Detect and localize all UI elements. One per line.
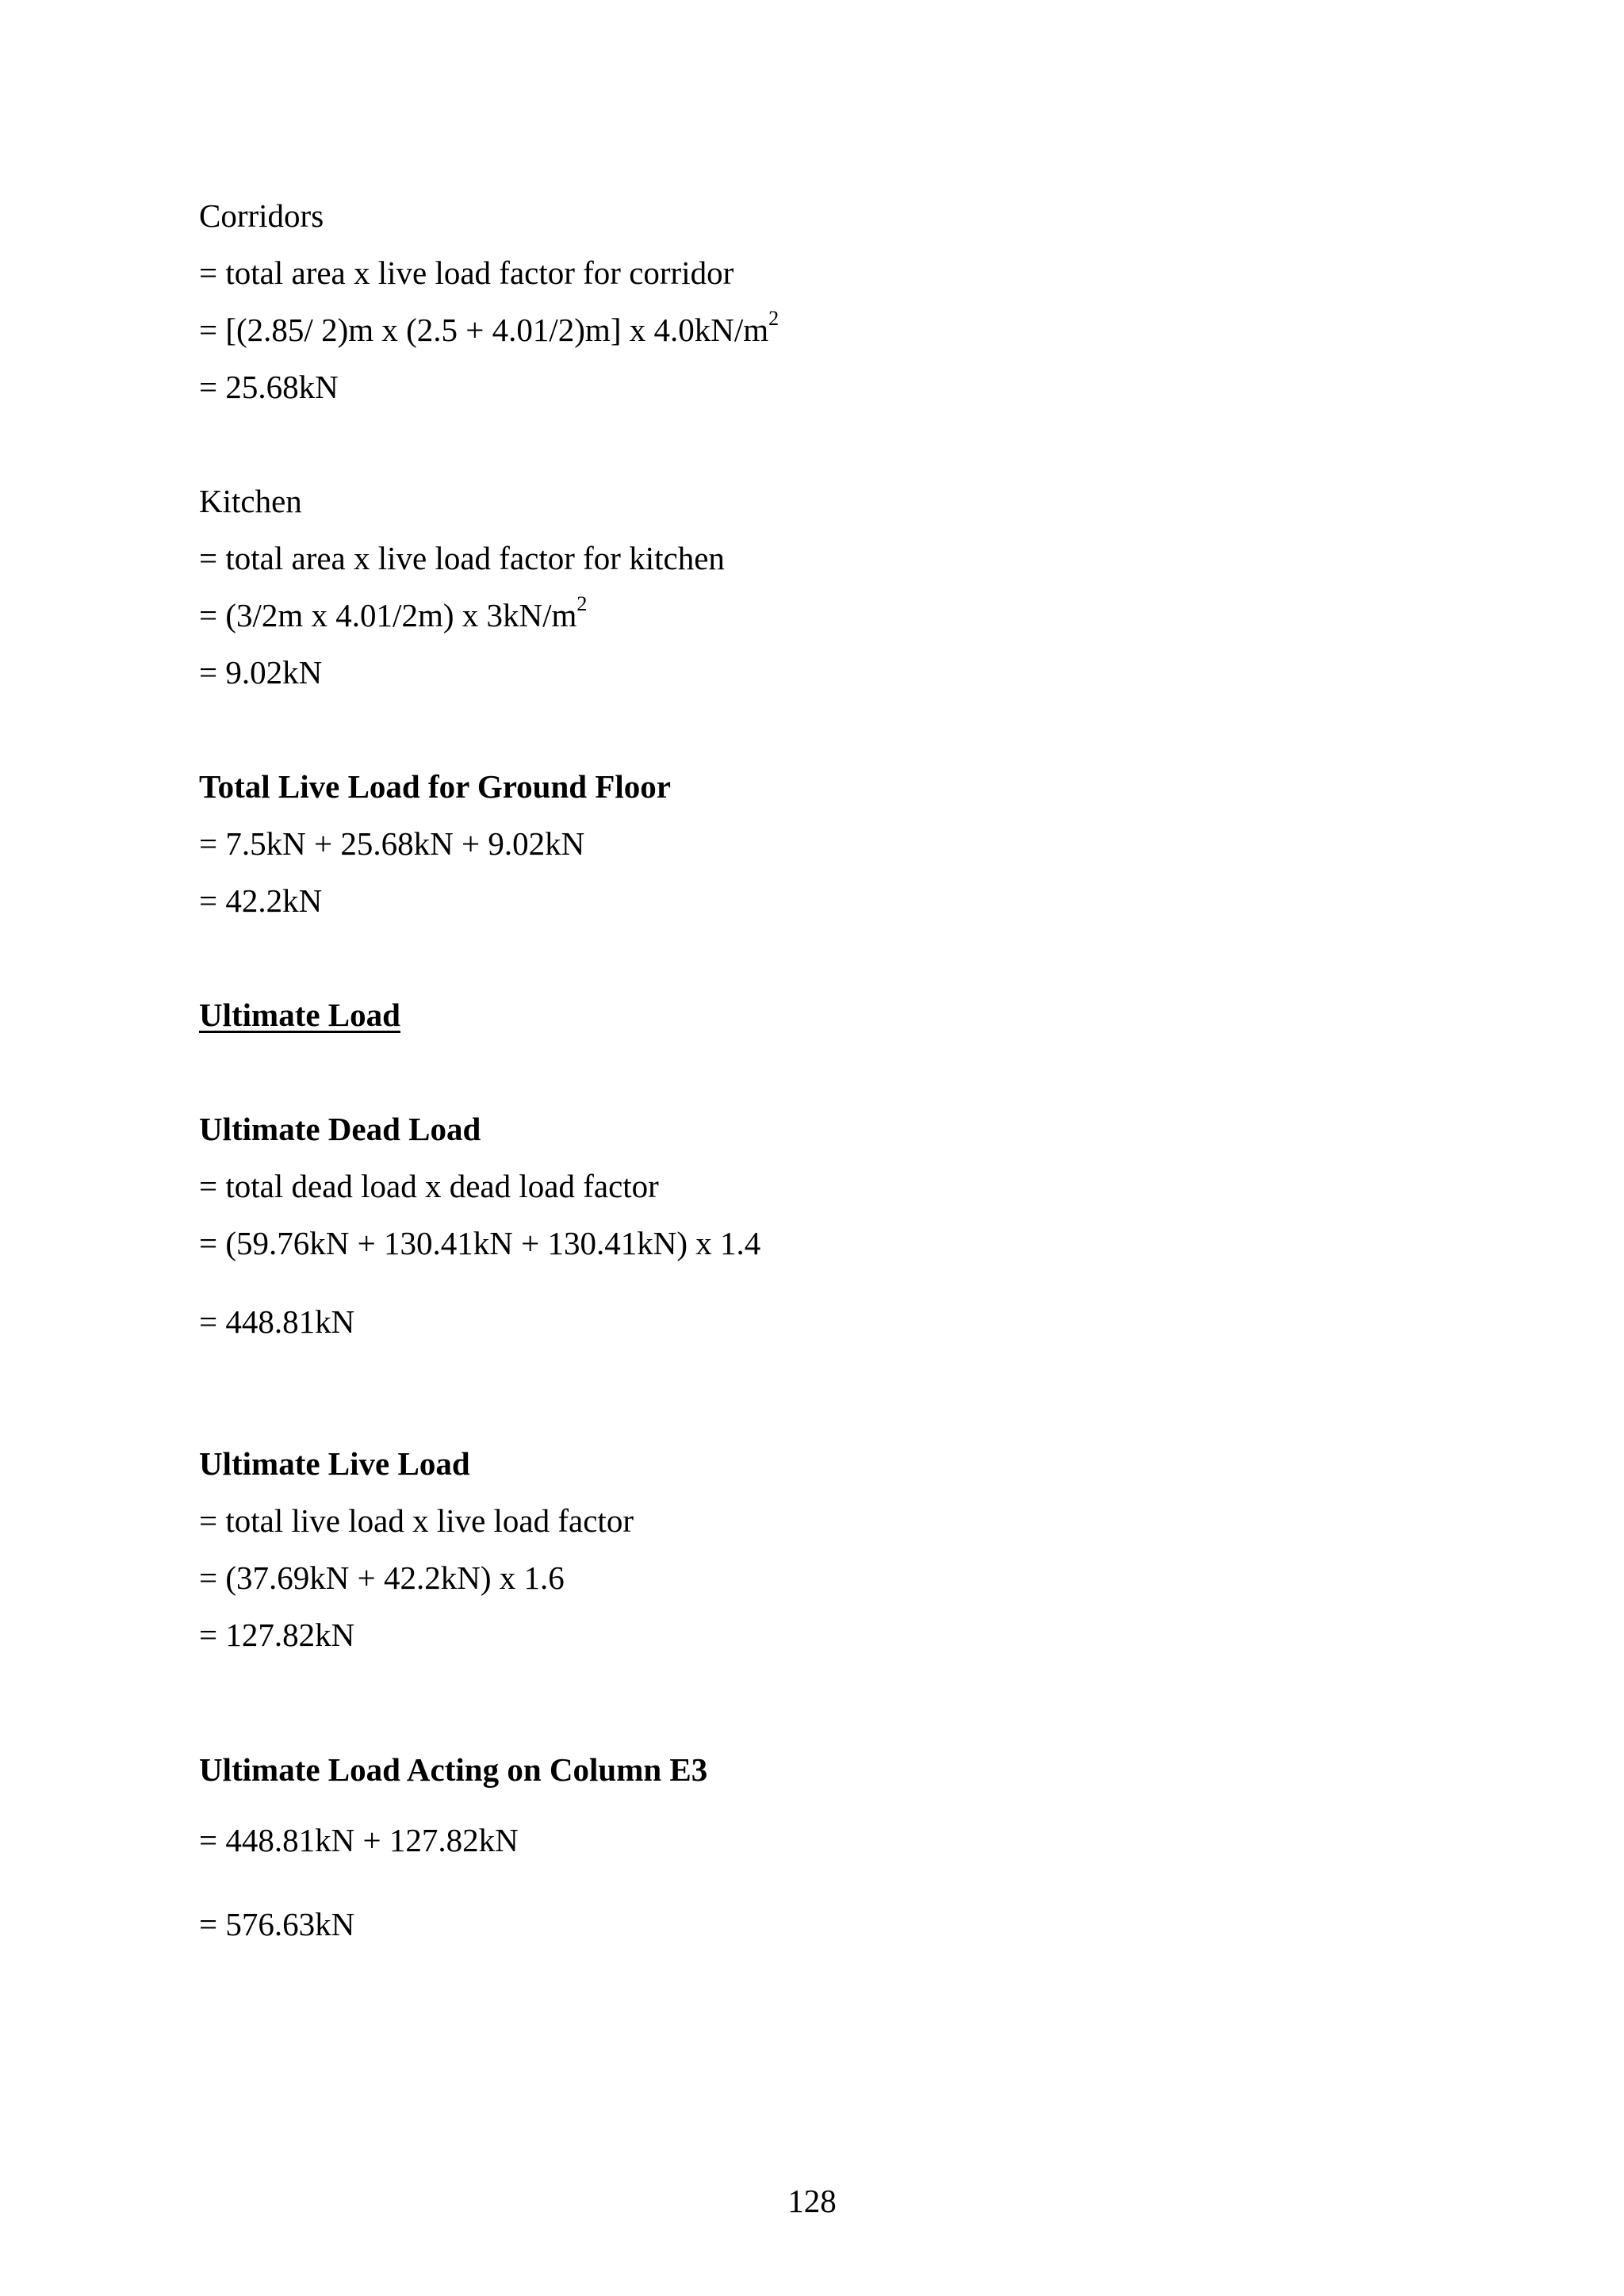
ultimate-dead-calculation: = (59.76kN + 130.41kN + 130.41kN) x 1.4 <box>199 1225 761 1261</box>
ultimate-load-heading: Ultimate Load <box>199 997 400 1033</box>
total-live-ground-heading: Total Live Load for Ground Floor <box>199 768 671 805</box>
total-live-ground-result: = 42.2kN <box>199 882 323 919</box>
corridors-calculation-exponent: 2 <box>768 307 779 330</box>
kitchen-formula: = total area x live load factor for kitchen <box>199 540 725 576</box>
corridors-formula: = total area x live load factor for corridor <box>199 254 734 291</box>
page-number: 128 <box>787 2183 837 2219</box>
ultimate-live-formula: = total live load x live load factor <box>199 1502 634 1539</box>
corridors-calculation-text: = [(2.85/ 2)m x (2.5 + 4.01/2)m] x 4.0kN/m <box>199 312 769 348</box>
ultimate-dead-formula: = total dead load x dead load factor <box>199 1168 659 1204</box>
kitchen-result: = 9.02kN <box>199 654 323 691</box>
ultimate-column-sum: = 448.81kN + 127.82kN <box>199 1822 519 1858</box>
ultimate-live-heading: Ultimate Live Load <box>199 1445 470 1482</box>
ultimate-dead-heading: Ultimate Dead Load <box>199 1111 481 1147</box>
ultimate-dead-result: = 448.81kN <box>199 1303 355 1340</box>
corridors-calculation <box>199 307 779 349</box>
total-live-ground-sum: = 7.5kN + 25.68kN + 9.02kN <box>199 825 585 862</box>
ultimate-live-result: = 127.82kN <box>199 1617 355 1653</box>
kitchen-calculation <box>199 592 588 634</box>
ultimate-column-result: = 576.63kN <box>199 1906 355 1942</box>
kitchen-calculation-exponent: 2 <box>576 592 588 615</box>
ultimate-live-calculation: = (37.69kN + 42.2kN) x 1.6 <box>199 1559 565 1596</box>
corridors-heading: Corridors <box>199 197 324 234</box>
kitchen-heading: Kitchen <box>199 483 302 519</box>
corridors-result: = 25.68kN <box>199 369 339 405</box>
kitchen-calculation-text: = (3/2m x 4.01/2m) x 3kN/m <box>199 597 577 633</box>
ultimate-column-heading: Ultimate Load Acting on Column E3 <box>199 1751 708 1788</box>
